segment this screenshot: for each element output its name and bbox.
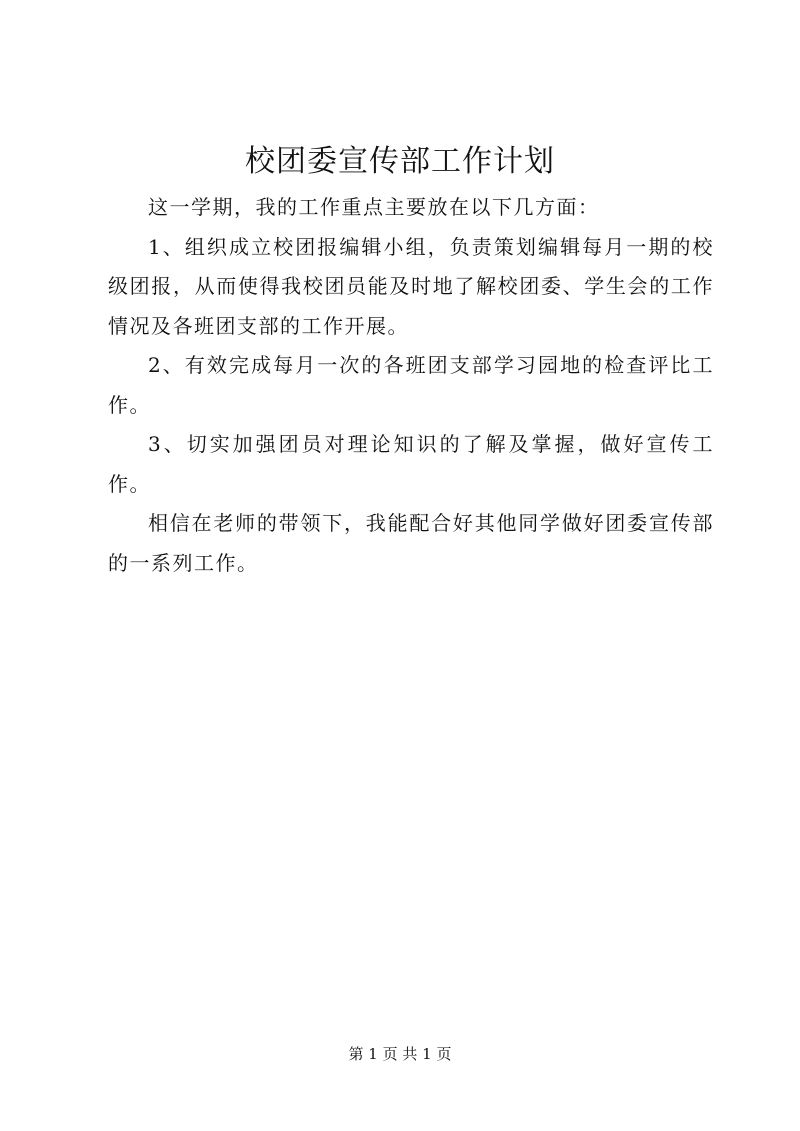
paragraph-item-3: 3、切实加强团员对理论知识的了解及掌握，做好宣传工作。 — [108, 432, 714, 496]
paragraph-closing: 相信在老师的带领下，我能配合好其他同学做好团委宣传部的一系列工作。 — [108, 511, 714, 575]
document-title: 校团委宣传部工作计划 — [245, 144, 555, 179]
paragraph-intro: 这一学期，我的工作重点主要放在以下几方面： — [148, 195, 600, 219]
paragraph-item-2: 2、有效完成每月一次的各班团支部学习园地的检查评比工作。 — [108, 353, 714, 417]
page-footer: 第 1 页 共 1 页 — [348, 1045, 452, 1063]
paragraph-item-1: 1、组织成立校团报编辑小组，负责策划编辑每月一期的校级团报，从而使得我校团员能及时地了解校团委、学生会的工作情况及各班团支部的工作开展。 — [108, 234, 714, 338]
document-body — [108, 188, 714, 583]
